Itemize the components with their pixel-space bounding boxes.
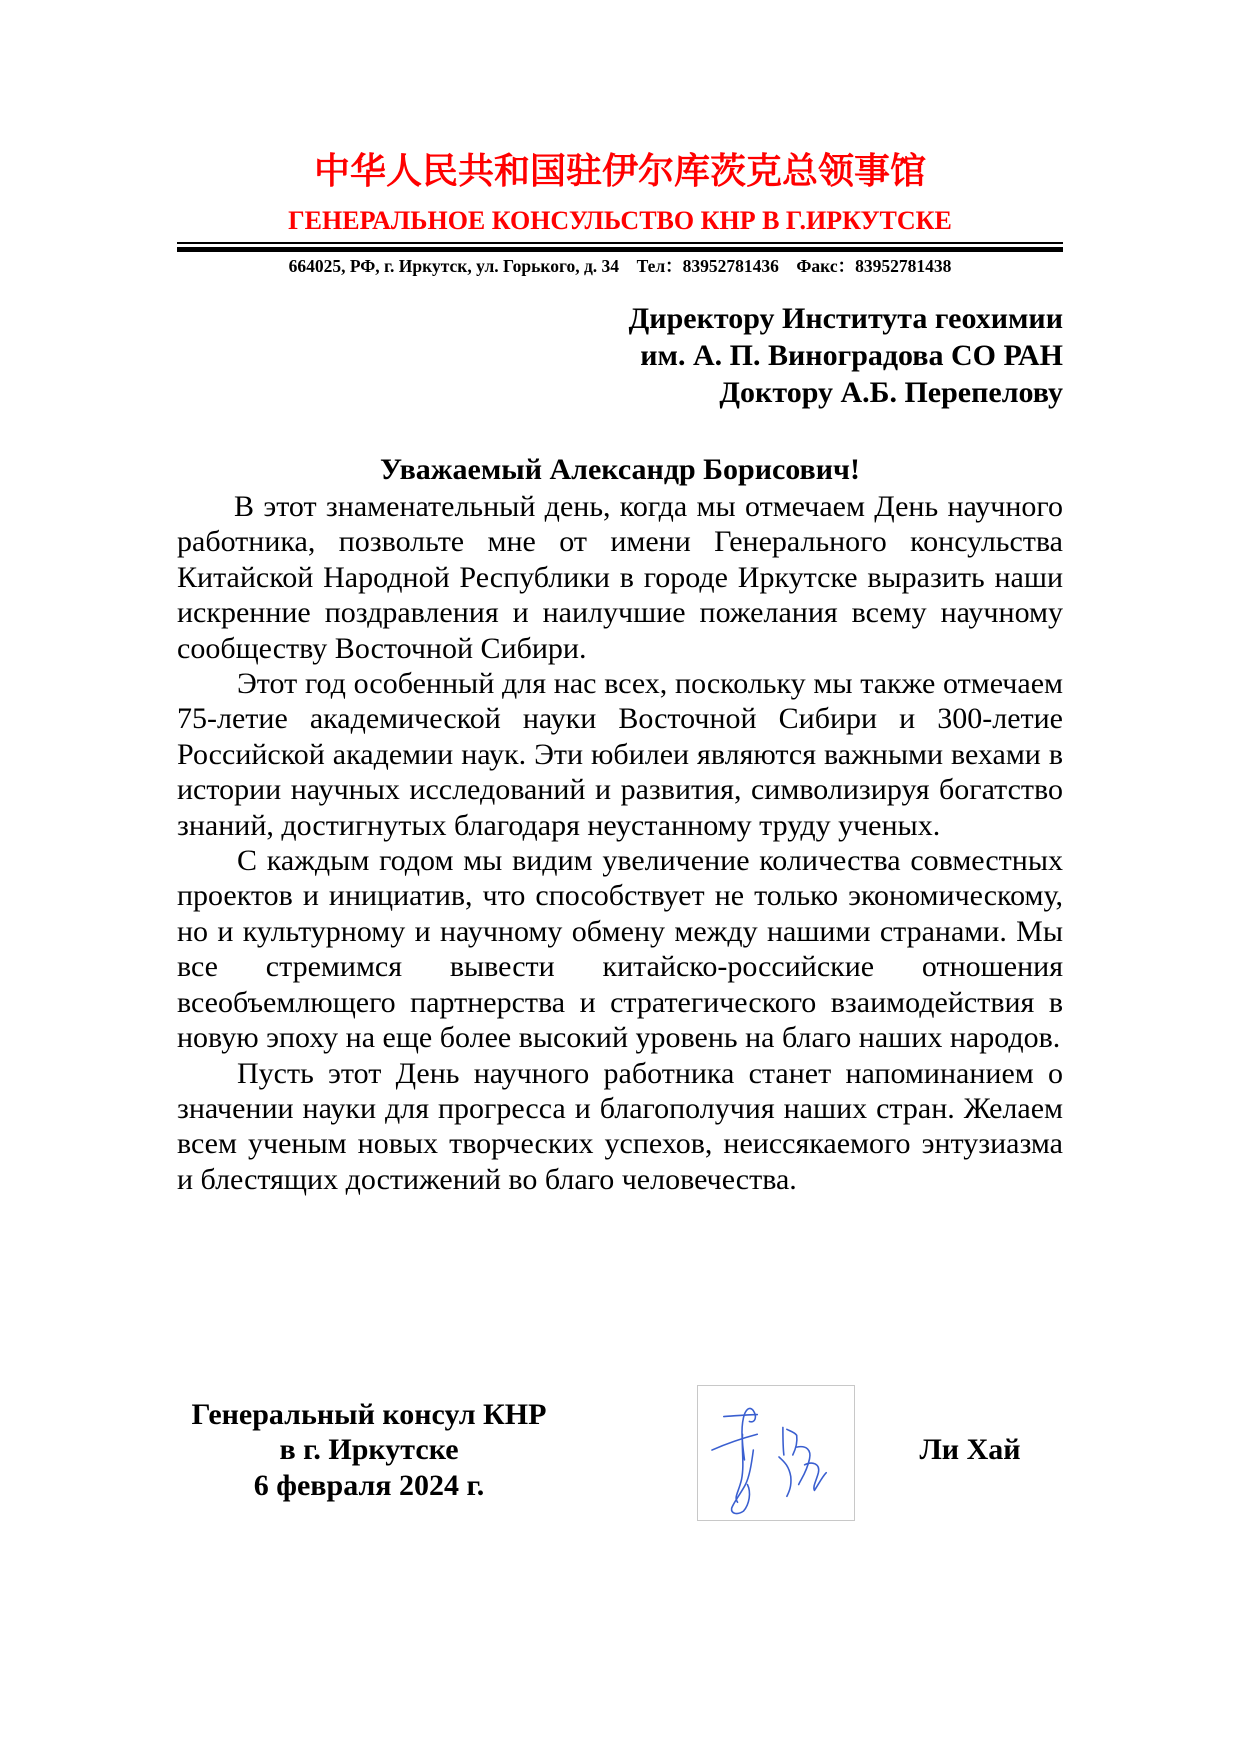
fax-label: Факс： (796, 256, 856, 276)
signatory-location: в г. Иркутске (279, 1433, 459, 1467)
letterhead-divider-thin (177, 242, 1063, 244)
signature-scribble-icon (698, 1386, 854, 1520)
signatory-name: Ли Хай (919, 1433, 1021, 1466)
addressee-line: Директору Института геохимии (628, 302, 1063, 335)
addressee-line: им. А. П. Виноградова СО РАН (640, 339, 1063, 372)
letterhead-divider-thick (177, 247, 1063, 252)
letter-date: 6 февраля 2024 г. (253, 1468, 485, 1502)
fax-number: 83952781438 (855, 256, 952, 276)
letterhead-title-russian: ГЕНЕРАЛЬНОЕ КОНСУЛЬСТВО КНР В Г.ИРКУТСКЕ (288, 206, 952, 235)
body-paragraph: Этот год особенный для нас всех, поскольку мы также отмечаем 75-летие академической науки Восточной Сибири и 300-летие Российской академии наук. Эти юбилеи являются важными вехами в истории научных исследований и развития, символизируя богатство знаний, достигнутых благодаря неустанному труду ученых. (177, 667, 1063, 842)
letterhead-contact-line (177, 255, 1063, 277)
letterhead-address: 664025, РФ, г. Иркутск, ул. Горького, д. 34 (288, 256, 620, 276)
signatory-position (178, 1397, 560, 1503)
signatory-title: Генеральный консул КНР (191, 1398, 547, 1431)
body-paragraph: С каждым годом мы видим увеличение количества совместных проектов и инициатив, что способствует не только экономическому, но и культурному и научному обмену между нашими странами. Мы все стремимся вывести китайско-российские отношения всеобъемлющего партнерства и стратегического взаимодействия в новую эпоху на еще более высокий уровень на благо наших народов. (177, 844, 1063, 1055)
phone-label: Тел： (636, 256, 683, 276)
addressee-block (500, 300, 1063, 411)
addressee-line: Доктору А.Б. Перепелову (719, 376, 1063, 409)
body-paragraph: Пусть этот День научного работника станет напоминанием о значении науки для прогресса и благополучия наших стран. Желаем всем ученым новых творческих успехов, неиссякаемого энтузиазма и блестящих достижений во благо человечества. (177, 1056, 1063, 1196)
letter-body (177, 489, 1063, 1197)
salutation: Уважаемый Александр Борисович! (380, 453, 860, 486)
handwritten-signature (697, 1385, 855, 1521)
body-paragraph: В этот знаменательный день, когда мы отмечаем День научного работника, позвольте мне от имени Генерального консульства Китайской Народной Республики в городе Иркутске выразить наши искренние поздравления и наилучшие пожелания всему научному сообществу Восточной Сибири. (177, 490, 1063, 665)
letterhead-title-chinese: 中华人民共和国驻伊尔库茨克总领事馆 (313, 151, 926, 192)
phone-number: 83952781436 (682, 256, 779, 276)
